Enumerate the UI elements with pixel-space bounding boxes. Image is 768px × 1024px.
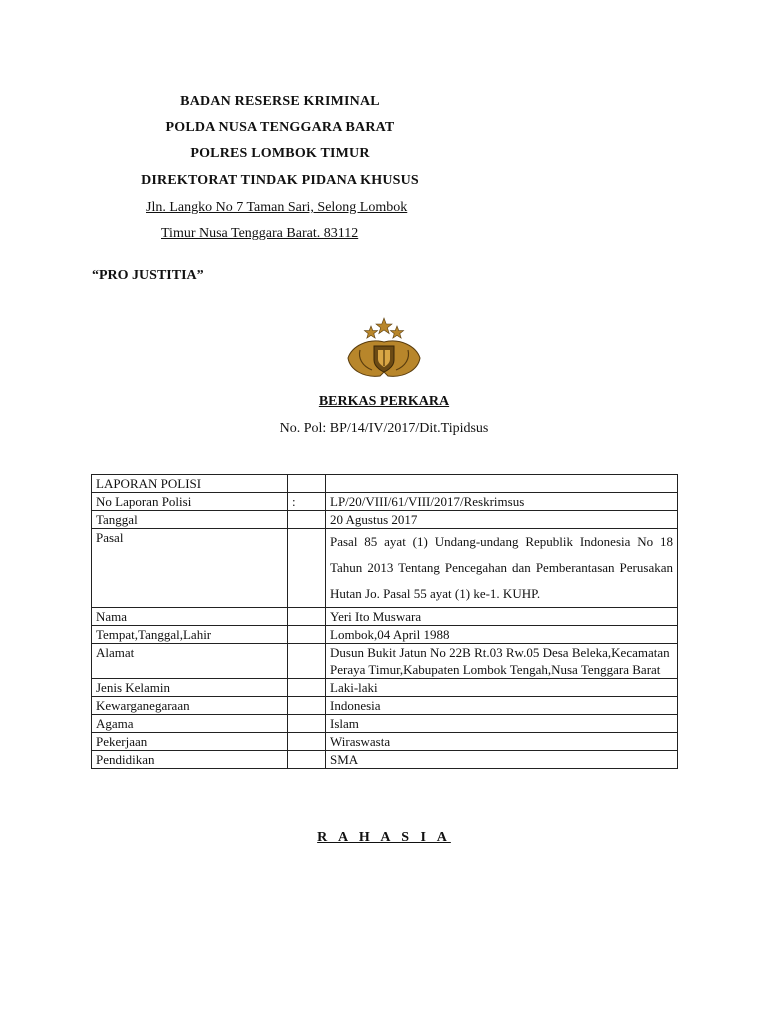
row-label: Agama — [92, 715, 288, 733]
row-separator — [288, 751, 326, 769]
row-value: Yeri Ito Muswara — [326, 608, 678, 626]
row-separator — [288, 608, 326, 626]
row-value: Wiraswasta — [326, 733, 678, 751]
document-number: No. Pol: BP/14/IV/2017/Dit.Tipidsus — [279, 421, 489, 436]
row-separator — [288, 715, 326, 733]
row-value: Dusun Bukit Jatun No 22B Rt.03 Rw.05 Desa Beleka,Kecamatan Peraya Timur,Kabupaten Lombok Tengah,Nusa Tenggara Barat — [326, 644, 678, 679]
row-separator — [288, 529, 326, 608]
address-line-2: Timur Nusa Tenggara Barat. 83112 — [161, 226, 359, 241]
table-row — [92, 733, 678, 751]
row-label: Pendidikan — [92, 751, 288, 769]
row-separator — [288, 626, 326, 644]
table-row — [92, 644, 678, 679]
table-header-value — [326, 475, 678, 493]
pro-justitia-label: “PRO JUSTITIA” — [92, 268, 204, 283]
row-label: Jenis Kelamin — [92, 679, 288, 697]
row-label: No Laporan Polisi — [92, 493, 288, 511]
table-row — [92, 608, 678, 626]
row-label: Tempat,Tanggal,Lahir — [92, 626, 288, 644]
table-row — [92, 679, 678, 697]
table-row — [92, 529, 678, 608]
row-label: Alamat — [92, 644, 288, 679]
row-separator — [288, 644, 326, 679]
table-header-label: LAPORAN POLISI — [92, 475, 288, 493]
header-line-polres: POLRES LOMBOK TIMUR — [190, 146, 370, 161]
row-label: Nama — [92, 608, 288, 626]
table-header-sep — [288, 475, 326, 493]
row-separator — [288, 733, 326, 751]
row-value: LP/20/VIII/61/VIII/2017/Reskrimsus — [326, 493, 678, 511]
row-label: Pekerjaan — [92, 733, 288, 751]
table-row — [92, 715, 678, 733]
table-row — [92, 751, 678, 769]
row-separator — [288, 697, 326, 715]
address-line-1: Jln. Langko No 7 Taman Sari, Selong Lombok — [146, 200, 408, 215]
row-separator — [288, 679, 326, 697]
row-value: SMA — [326, 751, 678, 769]
row-value: 20 Agustus 2017 — [326, 511, 678, 529]
row-value: Pasal 85 ayat (1) Undang-undang Republik Indonesia No 18 Tahun 2013 Tentang Pencegahan dan Pemberantasan Perusakan Hutan Jo. Pasal 55 ayat (1) ke-1. KUHP. — [326, 529, 678, 608]
row-label: Kewarganegaraan — [92, 697, 288, 715]
header-line-agency: BADAN RESERSE KRIMINAL — [180, 94, 380, 109]
row-value: Laki-laki — [326, 679, 678, 697]
table-row — [92, 697, 678, 715]
row-value: Islam — [326, 715, 678, 733]
case-details-table — [91, 474, 678, 769]
row-label: Pasal — [92, 529, 288, 608]
row-value: Lombok,04 April 1988 — [326, 626, 678, 644]
row-value: Indonesia — [326, 697, 678, 715]
header-line-directorate: DIREKTORAT TINDAK PIDANA KHUSUS — [141, 173, 419, 188]
row-separator: : — [288, 493, 326, 511]
row-separator — [288, 511, 326, 529]
table-row — [92, 511, 678, 529]
table-row — [92, 626, 678, 644]
table-header-row — [92, 475, 678, 493]
classification-label: R A H A S I A — [317, 830, 451, 845]
row-label: Tanggal — [92, 511, 288, 529]
police-emblem-icon — [340, 316, 428, 384]
table-row — [92, 493, 678, 511]
header-line-polda: POLDA NUSA TENGGARA BARAT — [165, 120, 395, 135]
document-title: BERKAS PERKARA — [318, 394, 450, 409]
